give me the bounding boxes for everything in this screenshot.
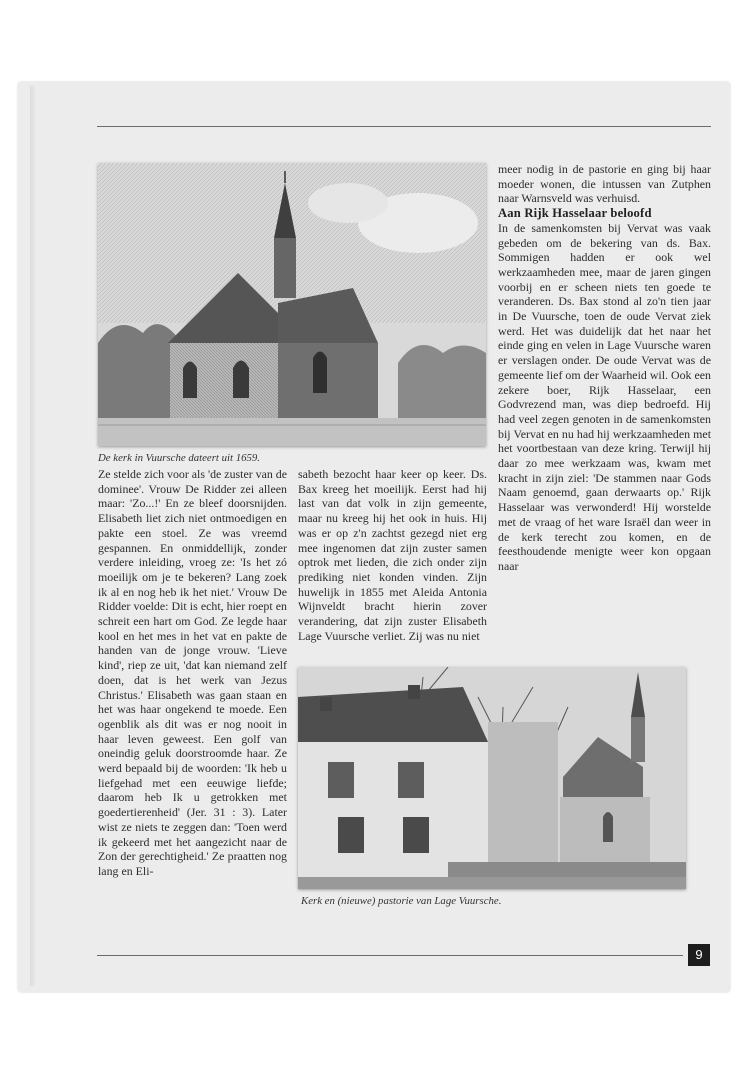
- section-heading: Aan Rijk Hasselaar beloofd: [498, 206, 652, 221]
- middle-col-body: sabeth bezocht haar keer op keer. Ds. Bax kreeg het moeilijk. Eerst had hij last van dat volk in zijn gemeente, maar nu kreeg hij het ook in huis. Hij was er op z'n zachtst gezegd niet erg mee ingenomen dat zijn zuster samen optrok met lieden, die zich onder zijn prediking niet konden vinden. Zijn huwelijk in 1855 met Aleida Antonia Wijnveldt bracht hierin zover verandering, dat zijn zuster Elisabeth Lage Vuursche verliet. Zij was nu niet: [298, 467, 487, 643]
- left-col-body: Ze stelde zich voor als 'de zuster van de dominee'. Vrouw De Ridder zei alleen maar: 'Zo...!' En ze bleef doorsnijden. Elisabeth liet zich niet ontmoedigen en pakte een stoel. Ze was vreemd gespannen. En onmiddellijk, zonder verdere inleiding, vroeg ze: 'Is het zó moeilijk om je te bekeren? Lang zoek ik al en nog heb ik het niet.' Vrouw De Ridder voelde: Dit is echt, hier roept en schreit een hart om God. Ze legde haar kool en het mes in het vat en pakte de handen van de jonge vrouw. 'Lieve kind', riep ze uit, 'dat kan niemand zelf doen, dat is het werk van Jezus Christus.' Elisabeth was gaan staan en het was haar ongekend te moede. Een ogenblik als dit was er nog nooit in haar leven geweest. Een golf van oneindig geluk doorstroomde haar. Ze werd bepaald bij de woorden: 'Ik heb u liefgehad met een eeuwige liefde; daarom heb Ik u getrokken met goedertierenheid' (Jer. 31 : 3). Later wist ze niets te zeggen dan: 'Toen werd ik gekeerd met het aangezicht naar de Zon der gerechtigheid.' Ze praatten nog lang en Eli-: [98, 467, 288, 878]
- page-binding-edge: [30, 86, 38, 986]
- right-column: [498, 162, 711, 574]
- church-parsonage-drawing: [298, 667, 686, 889]
- caption-top: De kerk in Vuursche dateert uit 1659.: [98, 452, 261, 464]
- right-col-body: In de samenkomsten bij Vervat was vaak gebeden om de bekering van ds. Bax. Sommigen hadden er ook wel werkzaamheden mee, maar de jaren gingen voorbij en er scheen niets ten goede te veranderen. Ds. Bax stond al zo'n tien jaar in De Vuursche, toen de oude Vervat ziek werd. Het was duidelijk dat het naar het einde ging en velen in Lage Vuursche waren er verslagen onder. De oude Vervat was de gemeente lief om der Waarheid wil. Ook een zekere boer, Rijk Hasselaar, een Godvrezend man, was diep bedroefd. Hij had veel zegen genoten in de samenkomsten bij Vervat en nu had hij werkzaamheden met het voortbestaan van deze kring. Terwijl hij daar zo mee werkzaam was, kwam met kracht in zijn ziel: 'De stammen naar Gods Naam genoemd, gaan derwaarts op.' Rijk Hasselaar was verwonderd! Hij worstelde met de vraag of het ware Israël dan weer in de kerk terecht zou komen, en de feesthoudende menigte weer kon opgaan naar: [498, 220, 711, 573]
- church-engraving-drawing: [98, 163, 486, 446]
- top-rule: [97, 126, 711, 127]
- page-number: 9: [688, 944, 710, 966]
- caption-bottom: Kerk en (nieuwe) pastorie van Lage Vuursche.: [301, 895, 502, 907]
- left-column: [98, 467, 287, 879]
- right-col-intro: meer nodig in de pastorie en ging bij haar moeder wonen, die intussen van Zutphen naar Warnsveld was verhuisd.: [498, 162, 711, 206]
- bottom-rule: [97, 955, 683, 956]
- church-and-parsonage-photo: [298, 667, 686, 889]
- middle-column: [298, 467, 487, 643]
- church-engraving-image: [98, 163, 486, 446]
